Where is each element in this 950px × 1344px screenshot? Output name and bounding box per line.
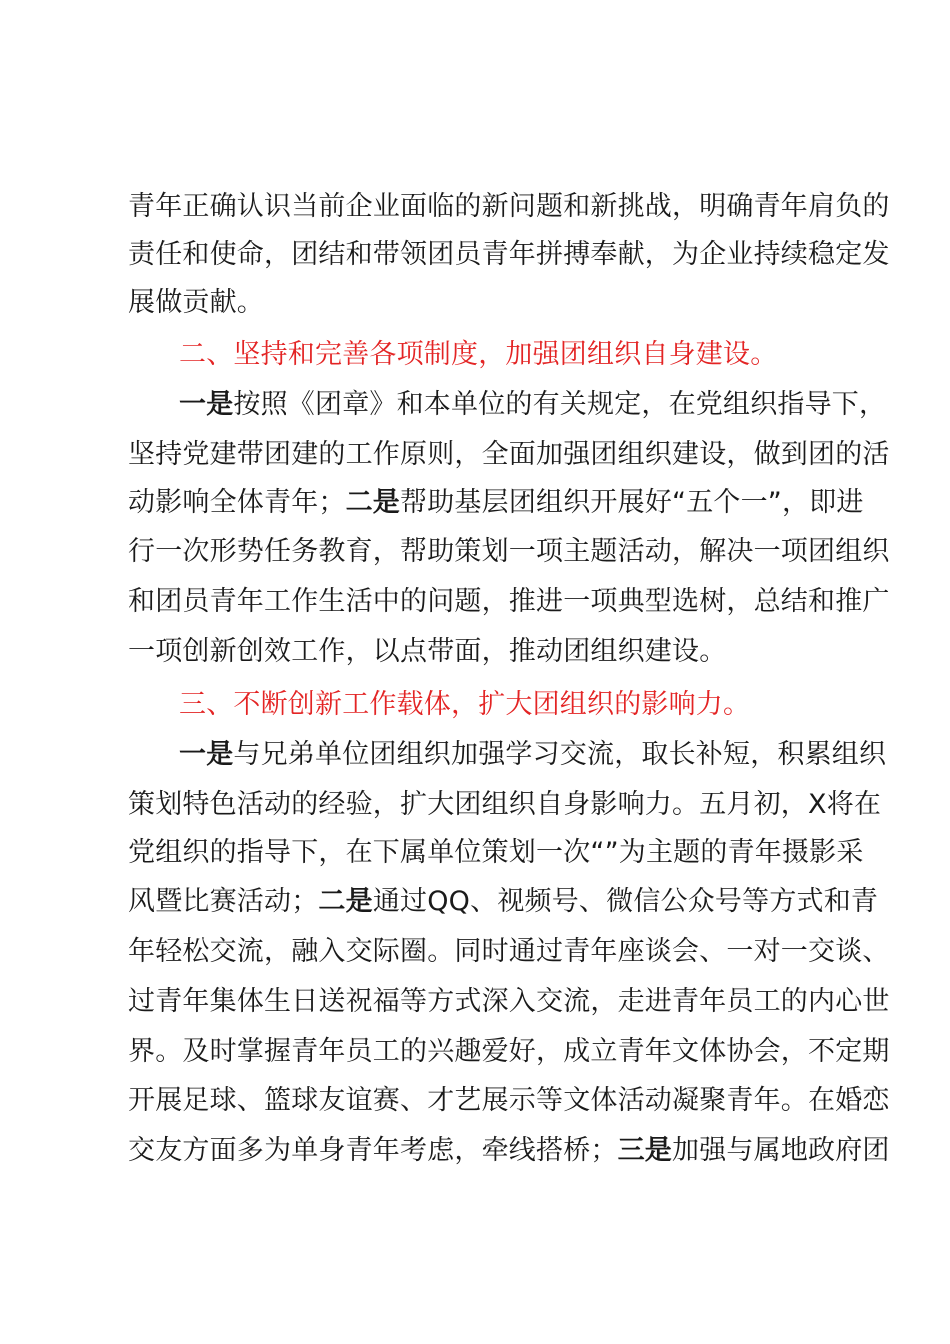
- body-text: 帮助基层团组织开展好“五个一”，即进: [400, 487, 864, 518]
- bold-marker: 一是: [179, 739, 234, 770]
- body-text-line: 和团员青年工作生活中的问题，推进一项典型选树，总结和推广: [128, 586, 890, 617]
- body-text-line: [179, 730, 887, 780]
- body-text-line: 青年正确认识当前企业面临的新问题和新挑战，明确青年肩负的: [128, 191, 890, 222]
- body-text: 通过QQ、视频号、微信公众号等方式和青: [372, 886, 879, 917]
- body-text-line: 一项创新创效工作，以点带面，推动团组织建设。: [128, 636, 727, 667]
- bold-marker: 二是: [345, 487, 401, 518]
- body-text: 动影响全体青年；: [128, 487, 346, 518]
- bold-marker: 二是: [318, 886, 373, 917]
- body-text-line: [128, 877, 879, 927]
- body-text-line: [128, 1126, 890, 1176]
- body-text-line: [179, 380, 887, 430]
- body-text-line: 坚持党建带团建的工作原则，全面加强团组织建设，做到团的活: [128, 439, 890, 470]
- body-text-line: 策划特色活动的经验，扩大团组织自身影响力。五月初，X将在: [128, 789, 882, 820]
- bold-marker: 一是: [179, 389, 234, 420]
- body-text-line: 责任和使命，团结和带领团员青年拼搏奉献，为企业持续稳定发: [128, 239, 890, 270]
- section-heading: 二、坚持和完善各项制度，加强团组织自身建设。: [179, 339, 778, 370]
- body-text-line: [128, 478, 864, 528]
- body-text: 与兄弟单位团组织加强学习交流，取长补短，积累组织: [233, 739, 887, 770]
- section-heading: 三、不断创新工作载体，扩大团组织的影响力。: [179, 689, 751, 720]
- body-text: 风暨比赛活动；: [128, 886, 319, 917]
- body-text: 加强与属地政府团: [672, 1135, 890, 1166]
- body-text-line: 年轻松交流，融入交际圈。同时通过青年座谈会、一对一交谈、: [128, 936, 890, 967]
- bold-marker: 三是: [617, 1135, 673, 1166]
- body-text: 按照《团章》和本单位的有关规定，在党组织指导下，: [233, 389, 887, 420]
- body-text-line: 展做贡献。: [128, 287, 264, 318]
- body-text-line: 行一次形势任务教育，帮助策划一项主题活动，解决一项团组织: [128, 536, 890, 567]
- body-text-line: 党组织的指导下，在下属单位策划一次“”为主题的青年摄影采: [128, 837, 864, 868]
- body-text-line: 开展足球、篮球友谊赛、才艺展示等文体活动凝聚青年。在婚恋: [128, 1085, 890, 1116]
- body-text: 交友方面多为单身青年考虑，牵线搭桥；: [128, 1135, 618, 1166]
- body-text-line: 过青年集体生日送祝福等方式深入交流，走进青年员工的内心世: [128, 986, 890, 1017]
- body-text-line: 界。及时掌握青年员工的兴趣爱好，成立青年文体协会，不定期: [128, 1036, 890, 1067]
